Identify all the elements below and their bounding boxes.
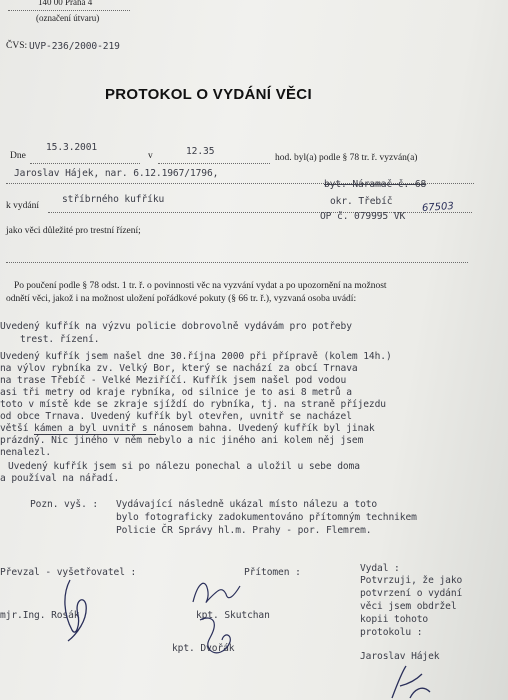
present-name-1: kpt. Skutchan [196,610,270,621]
issuer-name: Jaroslav Hájek [360,651,440,662]
time-suffix: hod. byl(a) podle § 78 tr. ř. vyzván(a) [275,153,418,163]
date-value: 15.3.2001 [46,142,98,153]
item-dots [48,212,472,213]
time-label: v [148,151,153,161]
statement-line: trest. řízení. [20,334,100,345]
statement-line: nenalezl. [0,447,52,458]
issuer-text-line: kopii tohoto [360,614,429,625]
note-label: Pozn. vyš. : [30,499,99,510]
issuer-signature [386,662,436,700]
issuer-text-line: Potvrzuji, že jako [360,575,463,586]
instruction-line-2: odnětí věci, jakož i na možnost uložení pořádkové pokuty (§ 66 tr. ř.), vyzvaná osoba uvádí: [6,294,357,304]
issuer-heading: Vydal : [360,563,400,574]
statement-line: prázdný. Nic jiného v něm nebylo a nic jiného ani kolem něj jsem [0,435,364,446]
cvs-value: UVP-236/2000-219 [29,41,120,52]
handwritten-number: 67503 [421,200,455,215]
person-address-struck: byt. Náramač č. 68 [324,179,427,190]
statement-line: větší kámen a byl uvnitř s nánosem bahna. Uvedený kufřík byl jinak [0,423,375,434]
date-label: Dne [10,151,26,161]
investigator-signature [60,575,90,645]
note-line: Policie ČR Správy hl.m. Prahy - por. Flemrem. [116,525,372,536]
note-line: bylo fotograficky zadokumentováno přítomným technikem [116,512,417,523]
page-title: PROTOKOL O VYDÁNÍ VĚCI [105,86,312,103]
present-heading: Přítomen : [244,567,301,578]
issuer-text-line: věci jsem obdržel [360,601,457,612]
present-2-signature [196,612,246,662]
statement-line: od obce Trnava. Uvedený kufřík byl otevřen, uvnitř se nacházel [0,411,352,422]
id-card: OP č. 079995 VK [320,211,406,222]
cvs-label: ČVS: [6,41,28,51]
issuer-text-line: protokolu : [360,627,423,638]
item-label: k vydání [6,201,39,211]
issuer-text-line: potvrzení o vydání [360,588,463,599]
statement-line: a používal na nářadí. [0,473,120,484]
present-1-signature [188,572,248,612]
instruction-line-1: Po poučení podle § 78 odst. 1 tr. ř. o povinnosti věc na vyzvání vydat a po upozornění na možnost [14,281,387,291]
statement-line: toto v místě kde se zkraje sjíždí do rybníka, tj. na straně příjezdu [0,399,386,410]
statement-line: Uvedený kufřík jsem si po nálezu ponechal a uložil u sebe doma [8,461,360,472]
time-value: 12.35 [186,146,215,157]
item-value: stříbrného kufříku [62,194,165,205]
statement-line: na trase Třebíč - Velké Meziříčí. Kufřík jsem našel pod vodou [0,375,347,386]
time-dots [158,163,270,164]
office-line [8,10,130,11]
statement-line: Uvedený kufřík jsem našel dne 30.října 2000 při přípravě (kolem 14h.) [0,351,392,362]
blank-dots [6,262,468,263]
investigator-heading: Převzal - vyšetřovatel : [0,567,137,578]
office-postcode: 140 00 Praha 4 [38,0,93,7]
purpose-text: jako věci důležité pro trestní řízení; [6,226,141,236]
date-dots [30,163,140,164]
office-caption: (označení útvaru) [36,13,100,23]
person-address-region: okr. Třebíč [330,196,393,207]
note-line: Vydávající následně ukázal místo nálezu a toto [116,499,378,510]
statement-line: Uvedený kufřík na výzvu policie dobrovolně vydávám pro potřeby [0,321,352,332]
statement-underline [34,434,156,435]
person-value: Jaroslav Hájek, nar. 6.12.1967/1796, [14,168,219,179]
investigator-name: mjr.Ing. Rosák [0,610,80,621]
statement-line: na výlov rybníka zv. Velký Bor, který se nachází za obcí Trnava [0,363,358,374]
present-name-2: kpt. Dvořák [172,643,235,654]
statement-line: asi tři metry od kraje rybníka, od silnice je to asi 8 metrů a [0,387,352,398]
